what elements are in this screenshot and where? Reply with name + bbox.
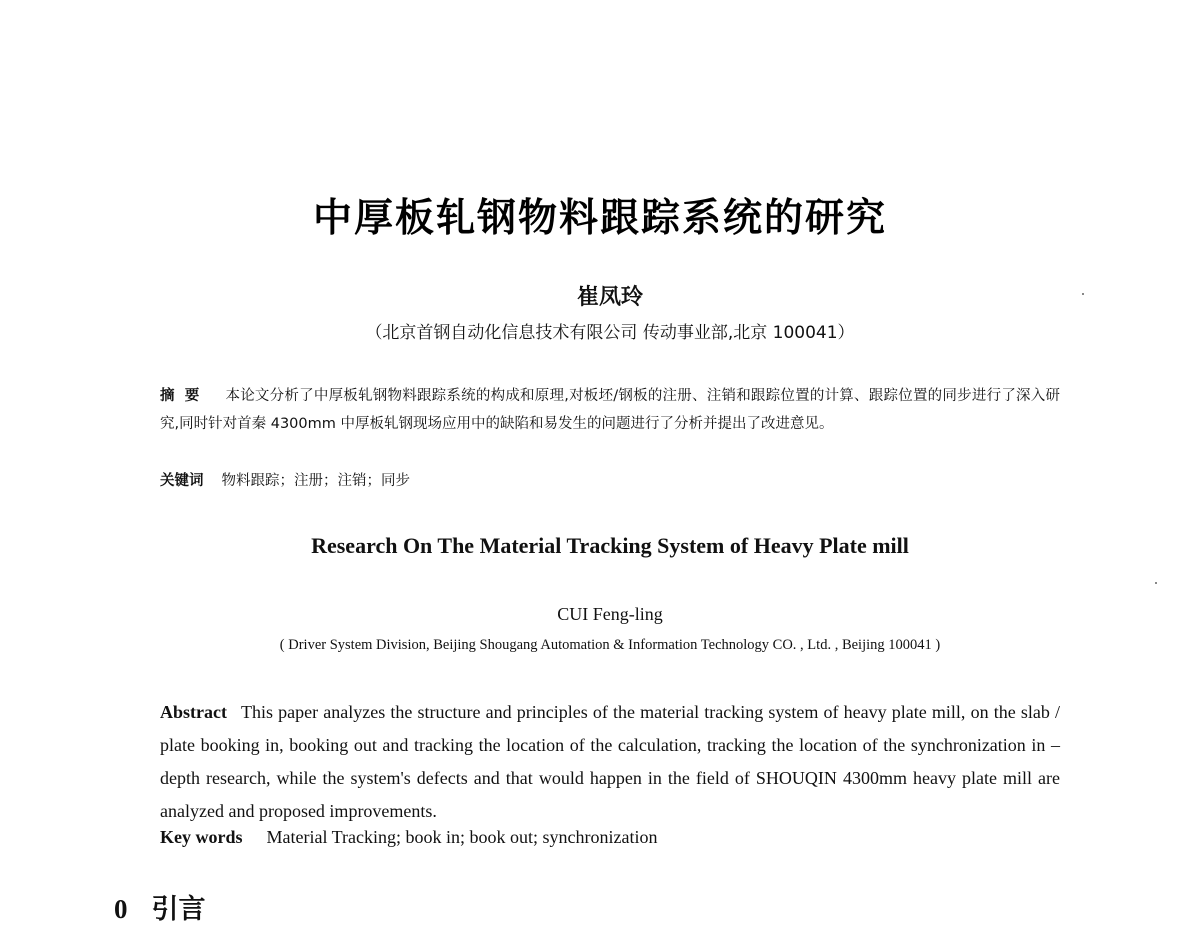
english-abstract-label: Abstract: [160, 702, 227, 722]
chinese-abstract-text: 本论文分析了中厚板轧钢物料跟踪系统的构成和原理,对板坯/钢板的注册、注销和跟踪位置的计算、跟踪位置的同步进行了深入研究,同时针对首秦 4300mm 中厚板轧钢现场应用中的缺陷和易发生的问题进行了分析并提出了改进意见。: [160, 388, 1061, 432]
english-keywords: [160, 827, 1060, 848]
english-abstract: [160, 696, 1060, 828]
section-title: 引言: [151, 894, 206, 925]
scan-speck: [1155, 582, 1157, 584]
chinese-author: 崔凤玲: [576, 284, 643, 310]
scan-speck: [1082, 293, 1084, 295]
chinese-abstract-label: 摘要: [160, 388, 210, 404]
chinese-keywords-text: 物料跟踪；注册；注销；同步: [221, 473, 410, 489]
section-number: 0: [114, 894, 128, 924]
english-keywords-text: Material Tracking; book in; book out; synchronization: [266, 827, 658, 847]
chinese-title: 中厚板轧钢物料跟踪系统的研究: [312, 196, 887, 241]
chinese-keywords: [160, 469, 1060, 490]
english-abstract-text: This paper analyzes the structure and principles of the material tracking system of heavy plate mill, on the slab / plate booking in, booking out and tracking the location of the calculation, tracking the location of the synchronization in – depth research, while the system's defects and that would happen in the field of SHOUQIN 4300mm heavy plate mill are analyzed and proposed improvements.: [160, 702, 1060, 821]
chinese-abstract: [160, 382, 1060, 438]
english-author: CUI Feng-ling: [557, 604, 663, 624]
section-heading: [114, 887, 206, 926]
english-affiliation: ( Driver System Division, Beijing Shougang Automation & Information Technology CO. , Ltd. , Beijing 100041 ): [279, 637, 941, 653]
chinese-affiliation: （北京首钢自动化信息技术有限公司 传动事业部,北京 100041）: [365, 323, 855, 343]
chinese-keywords-label: 关键词: [160, 473, 204, 489]
english-title: Research On The Material Tracking System of Heavy Plate mill: [311, 533, 909, 558]
english-keywords-label: Key words: [160, 827, 243, 847]
